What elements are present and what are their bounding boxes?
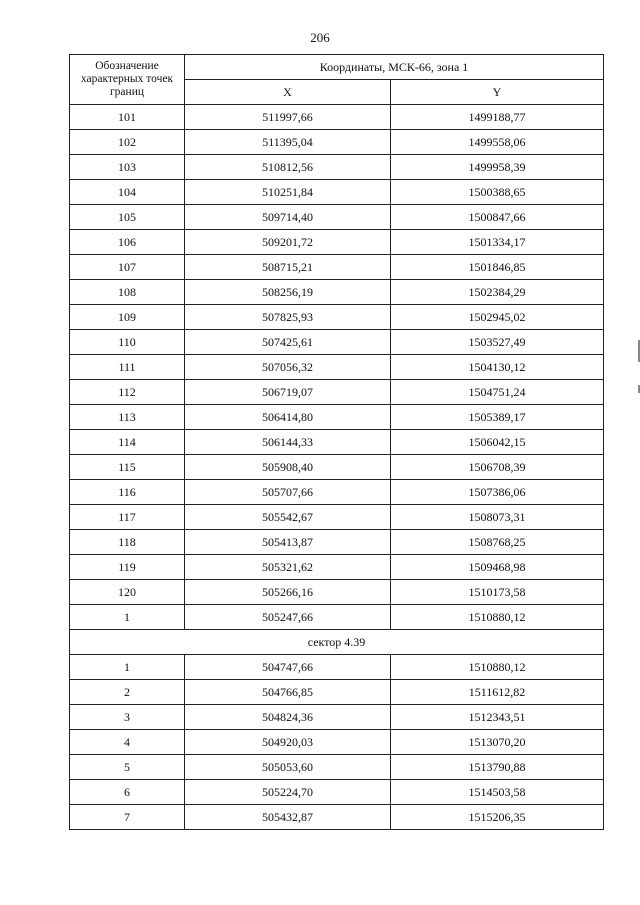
table-row [70,330,604,355]
cell-y: 1505389,17 [391,405,604,430]
table-row [70,605,604,630]
cell-y: 1510173,58 [391,580,604,605]
cell-point: 101 [70,105,185,130]
page-number: 206 [310,30,330,45]
header-y: Y [391,80,604,105]
cell-y: 1510880,12 [391,605,604,630]
cell-y: 1513070,20 [391,730,604,755]
cell-x: 505908,40 [185,455,391,480]
table-section [70,630,604,655]
cell-x: 511997,66 [185,105,391,130]
cell-y: 1501334,17 [391,230,604,255]
cell-point: 3 [70,705,185,730]
cell-point: 113 [70,405,185,430]
table-row [70,655,604,680]
cell-y: 1502384,29 [391,280,604,305]
cell-y: 1511612,82 [391,680,604,705]
cell-y: 1514503,58 [391,780,604,805]
cell-point: 120 [70,580,185,605]
table-row [70,555,604,580]
cell-x: 508256,19 [185,280,391,305]
cell-point: 1 [70,655,185,680]
cell-point: 111 [70,355,185,380]
table-row [70,530,604,555]
table-body-main [70,105,604,630]
cell-point: 115 [70,455,185,480]
cell-y: 1513790,88 [391,755,604,780]
cell-y: 1502945,02 [391,305,604,330]
table-row [70,130,604,155]
cell-x: 506144,33 [185,430,391,455]
cell-y: 1507386,06 [391,480,604,505]
table-row [70,430,604,455]
cell-x: 505542,67 [185,505,391,530]
cell-x: 505053,60 [185,755,391,780]
cell-point: 116 [70,480,185,505]
table-row [70,730,604,755]
table-row [70,380,604,405]
cell-y: 1504751,24 [391,380,604,405]
cell-x: 508715,21 [185,255,391,280]
table-row [70,105,604,130]
cell-point: 103 [70,155,185,180]
cell-point: 117 [70,505,185,530]
cell-point: 107 [70,255,185,280]
cell-y: 1506042,15 [391,430,604,455]
cell-point: 109 [70,305,185,330]
cell-point: 112 [70,380,185,405]
cell-x: 507425,61 [185,330,391,355]
cell-point: 102 [70,130,185,155]
table-row [70,480,604,505]
cell-point: 4 [70,730,185,755]
cell-y: 1506708,39 [391,455,604,480]
cell-y: 1503527,49 [391,330,604,355]
cell-x: 507056,32 [185,355,391,380]
cell-point: 114 [70,430,185,455]
cell-point: 118 [70,530,185,555]
cell-y: 1508073,31 [391,505,604,530]
cell-x: 509714,40 [185,205,391,230]
cell-x: 507825,93 [185,305,391,330]
cell-x: 504920,03 [185,730,391,755]
cell-y: 1501846,85 [391,255,604,280]
cell-point: 108 [70,280,185,305]
cell-x: 505266,16 [185,580,391,605]
table-row [70,280,604,305]
table-row [70,805,604,830]
cell-x: 505321,62 [185,555,391,580]
cell-point: 106 [70,230,185,255]
cell-x: 504747,66 [185,655,391,680]
cell-point: 105 [70,205,185,230]
header-point-designation: Обозначение характерных точек границ [70,55,185,105]
cell-x: 510251,84 [185,180,391,205]
cell-x: 505247,66 [185,605,391,630]
table-row [70,755,604,780]
cell-y: 1499558,06 [391,130,604,155]
table-row [70,255,604,280]
cell-x: 504766,85 [185,680,391,705]
cell-x: 505432,87 [185,805,391,830]
cell-x: 505413,87 [185,530,391,555]
table-row [70,780,604,805]
cell-point: 104 [70,180,185,205]
cell-x: 511395,04 [185,130,391,155]
cell-x: 510812,56 [185,155,391,180]
header-x: X [185,80,391,105]
table-row [70,580,604,605]
cell-y: 1504130,12 [391,355,604,380]
table-row [70,205,604,230]
cell-point: 6 [70,780,185,805]
table-row [70,455,604,480]
cell-y: 1499188,77 [391,105,604,130]
cell-y: 1509468,98 [391,555,604,580]
cell-point: 1 [70,605,185,630]
table-row [70,230,604,255]
header-coordinate-system: Координаты, МСК-66, зона 1 [185,55,604,80]
table-row [70,680,604,705]
cell-x: 509201,72 [185,230,391,255]
cell-y: 1515206,35 [391,805,604,830]
cell-point: 7 [70,805,185,830]
cell-x: 505224,70 [185,780,391,805]
table-row [70,405,604,430]
cell-y: 1510880,12 [391,655,604,680]
table-row [70,505,604,530]
cell-x: 505707,66 [185,480,391,505]
table-row [70,705,604,730]
cell-y: 1500847,66 [391,205,604,230]
cell-point: 110 [70,330,185,355]
cell-x: 506414,80 [185,405,391,430]
table-row [70,355,604,380]
cell-y: 1508768,25 [391,530,604,555]
coordinates-table [69,54,604,830]
cell-point: 5 [70,755,185,780]
cell-x: 506719,07 [185,380,391,405]
cell-point: 119 [70,555,185,580]
table-row [70,155,604,180]
table-row [70,180,604,205]
table-body-sector [70,655,604,830]
cell-y: 1512343,51 [391,705,604,730]
cell-y: 1499958,39 [391,155,604,180]
cell-point: 2 [70,680,185,705]
cell-x: 504824,36 [185,705,391,730]
table-row [70,305,604,330]
cell-y: 1500388,65 [391,180,604,205]
section-label: сектор 4.39 [70,630,604,655]
